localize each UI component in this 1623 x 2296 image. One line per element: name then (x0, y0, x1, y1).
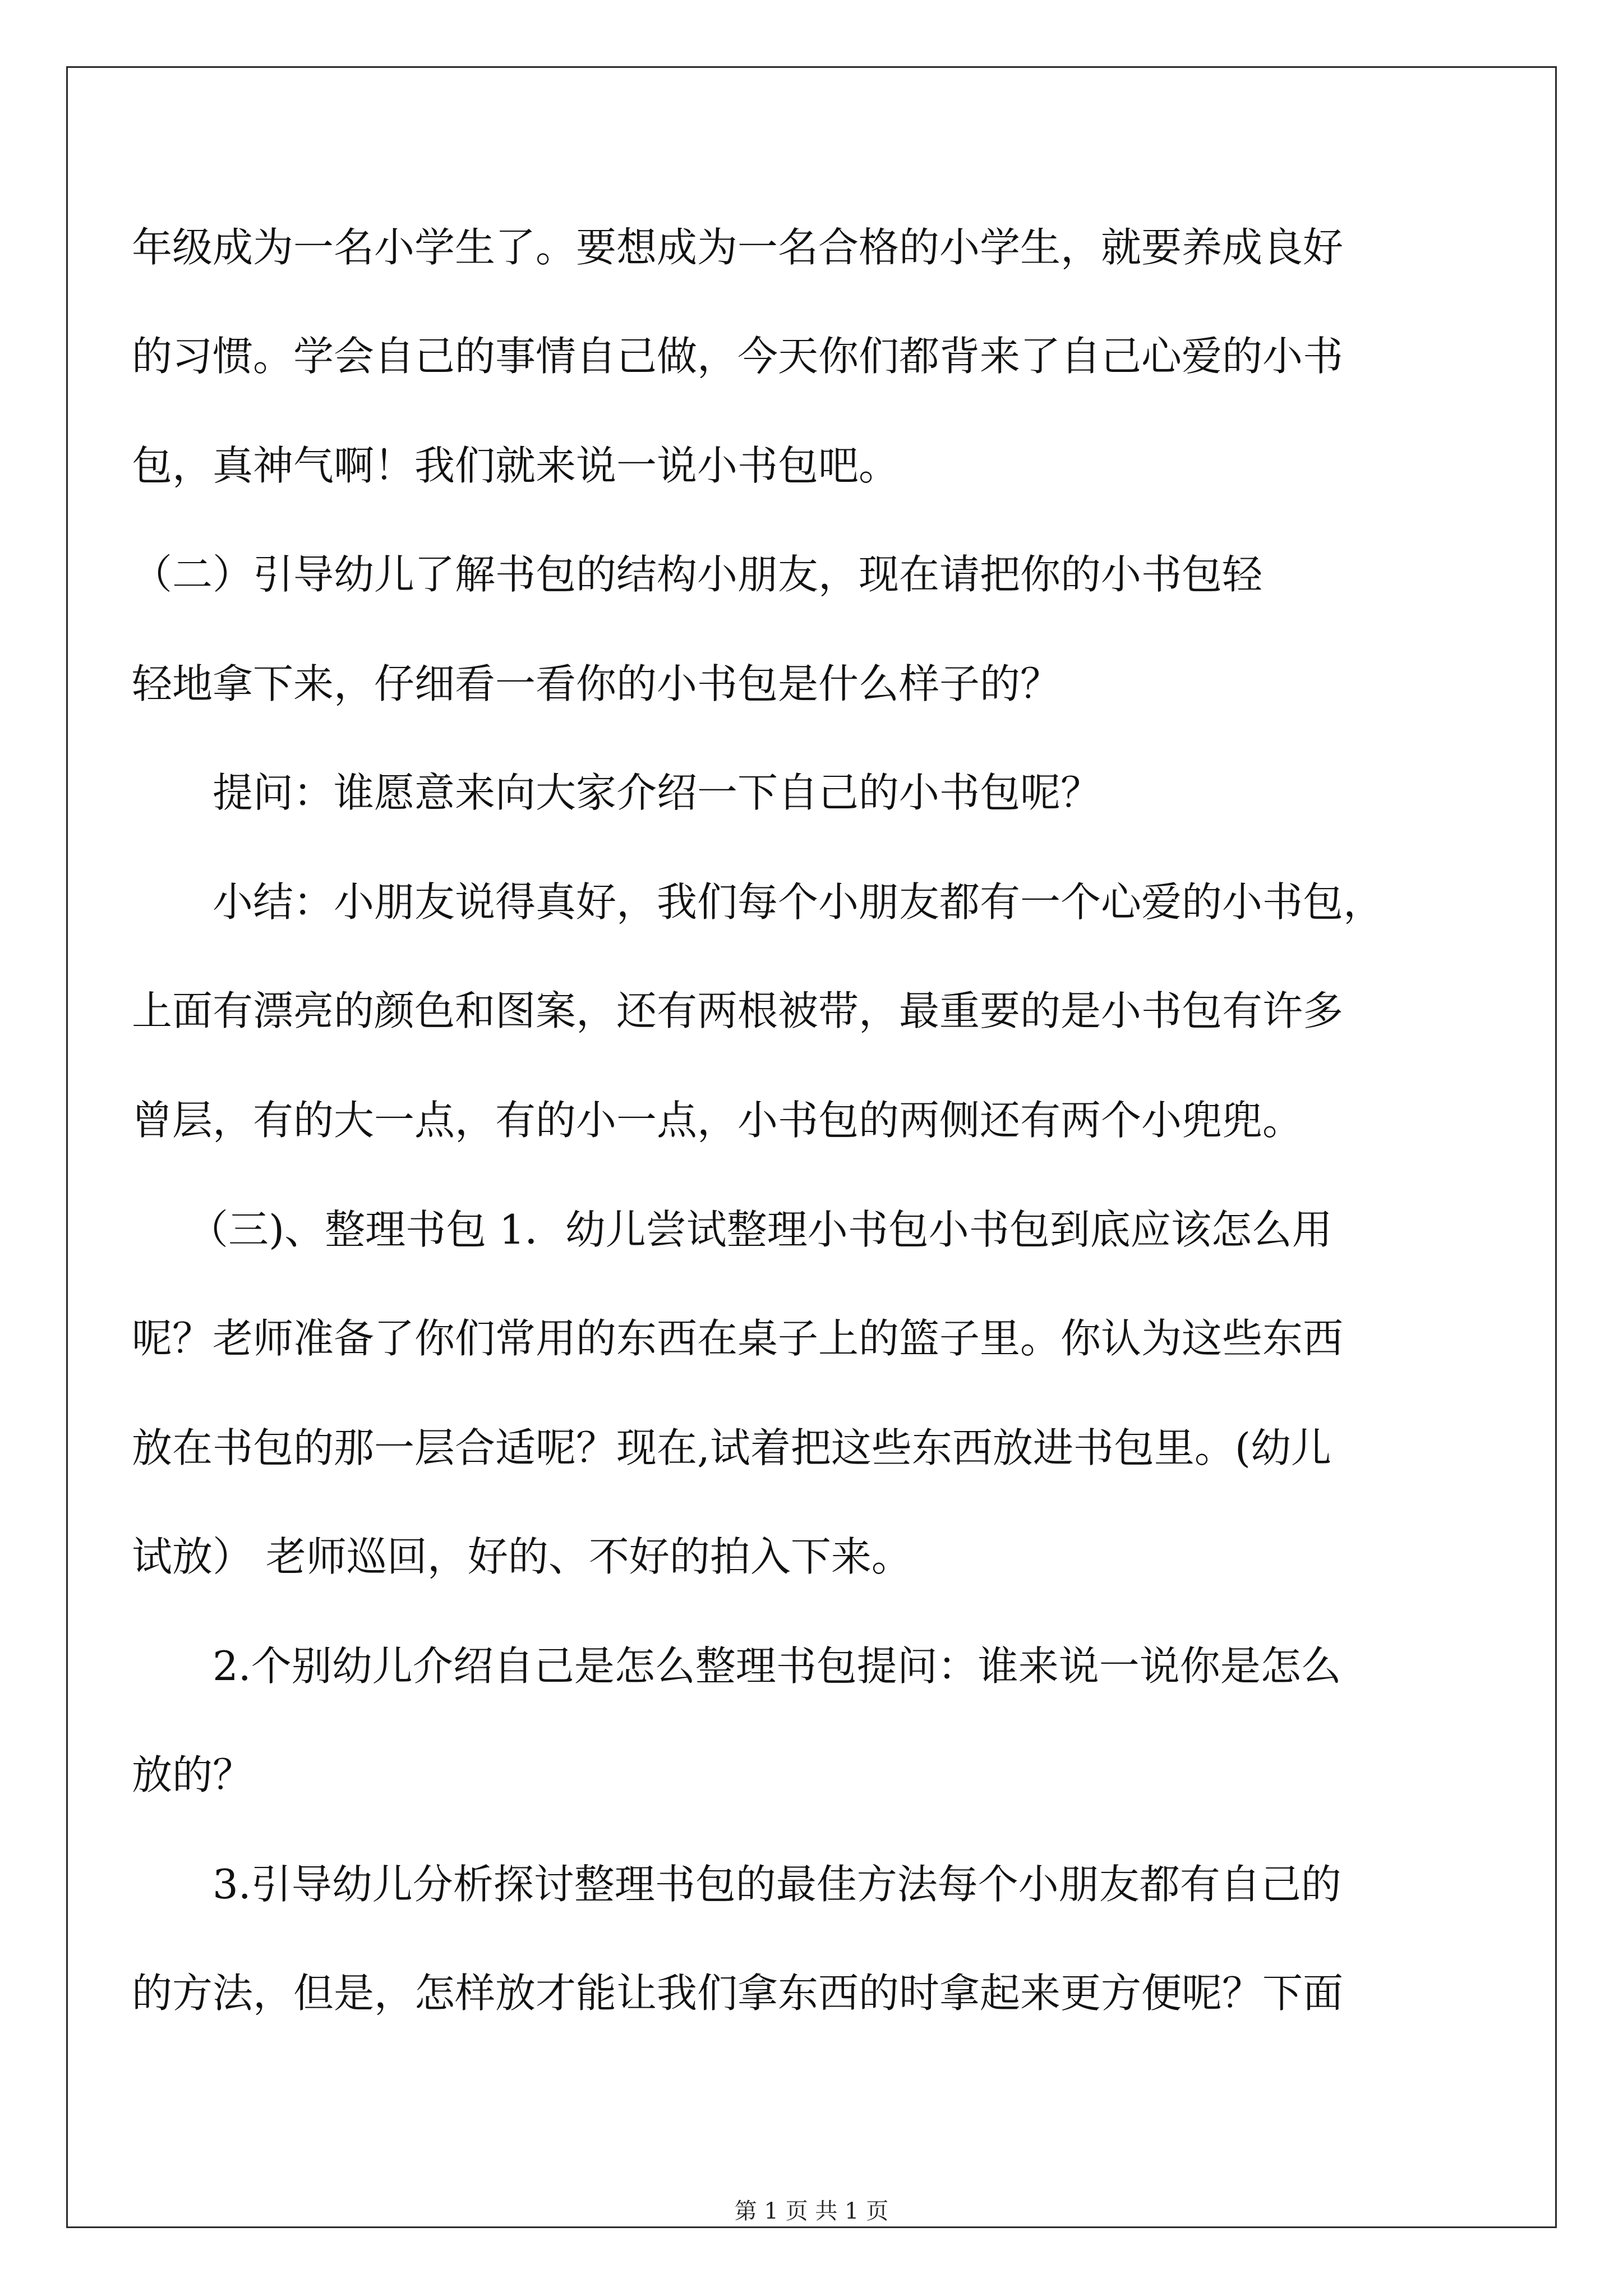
text-line-15: 放的？ (132, 1751, 253, 1798)
text-line-12: 放在书包的那一层合适呢？现在,试着把这些东西放进书包里。(幼儿 (132, 1424, 1331, 1471)
text-line-11: 呢？老师准备了你们常用的东西在桌子上的篮子里。你认为这些东西 (132, 1315, 1344, 1362)
text-line-1: 年级成为一名小学生了。要想成为一名合格的小学生，就要养成良好 (132, 224, 1344, 271)
page-number: 第 1 页 共 1 页 (734, 2198, 889, 2224)
text-line-14: 2.个别幼儿介绍自己是怎么整理书包提问：谁来说一说你是怎么 (213, 1642, 1341, 1690)
text-line-17: 的方法，但是，怎样放才能让我们拿东西的时拿起来更方便呢？下面 (132, 1970, 1344, 2017)
text-line-9: 曾层，有的大一点，有的小一点，小书包的两侧还有两个小兜兜。 (132, 1097, 1303, 1144)
text-line-4: （二）引导幼儿了解书包的结构小朋友，现在请把你的小书包轻 (132, 551, 1263, 598)
text-line-3: 包，真神气啊！我们就来说一说小书包吧。 (132, 442, 900, 489)
text-line-5: 轻地拿下来，仔细看一看你的小书包是什么样子的？ (132, 660, 1061, 707)
text-line-16: 3.引导幼儿分析探讨整理书包的最佳方法每个小朋友都有自己的 (213, 1861, 1341, 1908)
text-line-2: 的习惯。学会自己的事情自己做，今天你们都背来了自己心爱的小书 (132, 333, 1344, 380)
text-line-13: 试放） 老师巡回，好的、不好的拍入下来。 (132, 1533, 912, 1580)
text-line-6: 提问：谁愿意来向大家介绍一下自己的小书包呢？ (213, 769, 1101, 816)
text-line-8: 上面有漂亮的颜色和图案，还有两根被带，最重要的是小书包有许多 (132, 987, 1344, 1034)
text-line-7: 小结：小朋友说得真好，我们每个小朋友都有一个心爱的小书包， (213, 878, 1384, 926)
text-line-10: （三)、整理书包 1．幼儿尝试整理小书包小书包到底应该怎么用 (188, 1206, 1332, 1253)
